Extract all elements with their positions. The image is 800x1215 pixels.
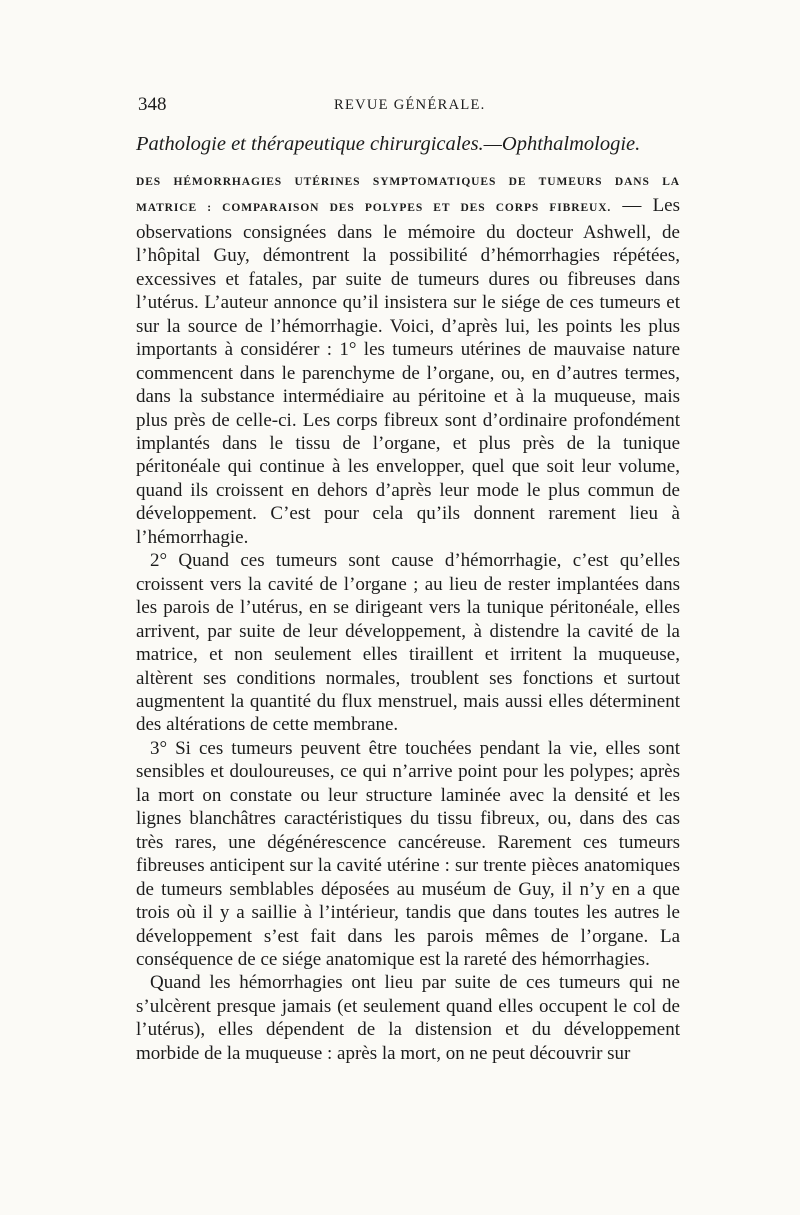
page-header (138, 94, 660, 120)
running-head: REVUE GÉNÉRALE. (334, 97, 486, 113)
body-paragraph: Quand les hémorrhagies ont lieu par suite de ces tumeurs qui ne s’ulcèrent presque jamais (et seulement quand elles occupent le col de l’utérus), elles dépendent de la distension et du développement morbide de la muqueuse : après la mort, on ne peut découvrir sur (136, 972, 680, 1064)
article-title: DES HÉMORRHAGIES UTÉRINES SYMPTOMATIQUES DE TUMEURS DANS LA MATRICE : COMPARAISON DES POLYPES ET DES CORPS FIBREUX. (136, 176, 680, 215)
page-number: 348 (138, 94, 167, 115)
article-intro-text: — Les observations consignées dans le mémoire du docteur Ashwell, de l’hôpital Guy, démontrent la possibilité d’hémorrhagies répétées, excessives et fatales, par suite de tumeurs dures ou fibreuses dans l’utérus. L’auteur annonce qu’il insistera sur le siége de ces tumeurs et sur la source de l’hémorrhagie. Voici, d’après lui, les points les plus importants à considérer : 1° les tumeurs utérines de mauvaise nature commencent dans le parenchyme de l’organe, ou, en d’autres termes, dans la substance intermédiaire au péritoine et à la muqueuse, mais plus près de celle-ci. Les corps fibreux sont d’ordinaire profondément implantés dans le tissu de l’organe, et plus près de la tunique péritonéale qui continue à les envelopper, quel que soit leur volume, quand ils croissent en dehors d’après leur mode le plus commun de développement. C’est pour cela qu’ils donnent rarement lieu à l’hémorrhagie. (136, 195, 680, 548)
article-intro-paragraph (136, 168, 680, 549)
section-title: Pathologie et thérapeutique chirurgicales.—Ophthalmologie. (136, 133, 641, 155)
article-body (136, 168, 680, 1065)
body-paragraph: 2° Quand ces tumeurs sont cause d’hémorrhagie, c’est qu’elles croissent vers la cavité de l’organe ; au lieu de rester implantées dans les parois de l’utérus, en se dirigeant vers la tunique péritonéale, elles arrivent, par suite de leur développement, à distendre la cavité de la matrice, et non seulement elles tiraillent et irritent la muqueuse, altèrent ses conditions normales, troublent ses fonctions et surtout augmentent la quantité du flux menstruel, mais aussi elles déterminent des altérations de cette membrane. (136, 550, 680, 736)
body-paragraph: 3° Si ces tumeurs peuvent être touchées pendant la vie, elles sont sensibles et douloureuses, ce qui n’arrive point pour les polypes; après la mort on constate ou leur structure laminée avec la densité et les lignes blanchâtres caractéristiques du tissu fibreux, ou, dans des cas très rares, une dégénérescence cancéreuse. Rarement ces tumeurs fibreuses anticipent sur la cavité utérine : sur trente pièces anatomiques de tumeurs semblables déposées au muséum de Guy, il n’y en a que trois où il y a saillie à l’intérieur, tandis que dans toutes les autres le développement s’est fait dans les parois mêmes de l’organe. La conséquence de ce siége anatomique est la rareté des hémorrhagies. (136, 737, 680, 970)
